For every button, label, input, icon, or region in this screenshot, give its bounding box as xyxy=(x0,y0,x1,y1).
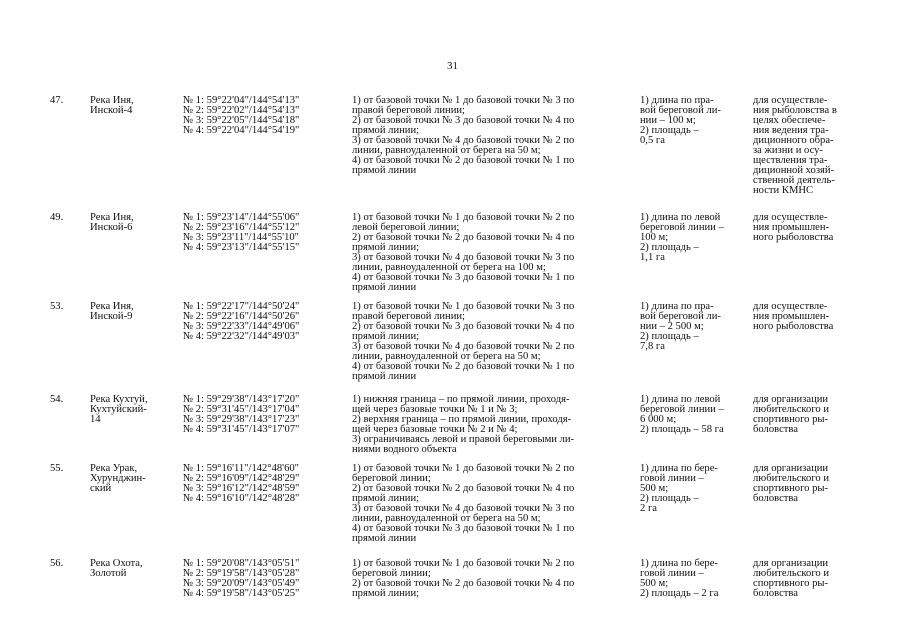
name-line: Река Урак, xyxy=(90,463,138,474)
purpose-line: диционного обра- xyxy=(753,135,834,146)
site-size xyxy=(640,96,721,146)
site-size xyxy=(640,213,724,263)
name-line: ский xyxy=(90,483,112,494)
coords-line: № 2: 59°23'16"/144°55'12" xyxy=(183,222,300,233)
name-line: Инской-9 xyxy=(90,311,133,322)
coords-line: № 4: 59°22'04"/144°54'19" xyxy=(183,125,300,136)
site-name xyxy=(90,464,175,494)
purpose-line: боловства xyxy=(753,493,798,504)
size-line: 1) длина по левой xyxy=(640,394,721,405)
name-line: Хурунджин- xyxy=(90,473,146,484)
coords-line: № 3: 59°22'05"/144°54'18" xyxy=(183,115,300,126)
bounds-line: линии, равноудаленной от берега на 100 м; xyxy=(352,262,546,273)
purpose-line: целях обеспече- xyxy=(753,115,826,126)
purpose-line: диционной хозяй- xyxy=(753,165,835,176)
size-line: 500 м; xyxy=(640,483,669,494)
coords-line: № 2: 59°19'58"/143°05'28" xyxy=(183,568,300,579)
size-line: 1) длина по пра- xyxy=(640,301,714,312)
size-line: нии – 2 500 м; xyxy=(640,321,704,332)
size-line: нии – 100 м; xyxy=(640,115,696,126)
site-name xyxy=(90,302,175,322)
bounds-line: 4) от базовой точки № 3 до базовой точки № 1 по xyxy=(352,523,575,534)
bounds-line: правой береговой линии; xyxy=(352,105,465,116)
bounds-line: прямой линии; xyxy=(352,125,420,136)
purpose-line: ного рыболовства xyxy=(753,232,834,243)
bounds-line: прямой линии xyxy=(352,371,417,382)
purpose-line: для организации xyxy=(753,463,829,474)
purpose-line: боловства xyxy=(753,424,798,435)
purpose-line: ния ведения тра- xyxy=(753,125,829,136)
bounds-line: 2) от базовой точки № 2 до базовой точки № 4 по xyxy=(352,578,575,589)
bounds-line: линии, равноудаленной от берега на 50 м; xyxy=(352,351,541,362)
coords-line: № 4: 59°19'58"/143°05'25" xyxy=(183,588,300,599)
site-purpose xyxy=(753,464,829,504)
coords-line: № 1: 59°23'14"/144°55'06" xyxy=(183,212,300,223)
bounds-line: 4) от базовой точки № 3 до базовой точки № 1 по xyxy=(352,272,575,283)
name-line: Инской-6 xyxy=(90,222,133,233)
coords-line: № 3: 59°23'11"/144°55'10" xyxy=(183,232,299,243)
size-line: 2) площадь – xyxy=(640,125,699,136)
boundary-description xyxy=(352,559,574,599)
bounds-line: ниями водного объекта xyxy=(352,444,457,455)
bounds-line: 3) от базовой точки № 4 до базовой точки № 3 по xyxy=(352,503,575,514)
base-point-coordinates xyxy=(183,395,299,435)
size-line: 0,5 га xyxy=(640,135,665,146)
bounds-line: 1) от базовой точки № 1 до базовой точки № 2 по xyxy=(352,463,575,474)
name-line: 14 xyxy=(90,414,101,425)
name-line: Река Иня, xyxy=(90,301,134,312)
name-line: Инской-4 xyxy=(90,105,133,116)
purpose-line: для осуществле- xyxy=(753,301,828,312)
row-number: 53. xyxy=(50,301,64,312)
row-number: 47. xyxy=(50,95,64,106)
size-line: береговой линии – xyxy=(640,404,724,415)
fishing-sites-table xyxy=(0,96,905,609)
site-name xyxy=(90,559,175,579)
bounds-line: левой береговой линии; xyxy=(352,222,460,233)
name-line: Река Иня, xyxy=(90,212,134,223)
bounds-line: прямой линии; xyxy=(352,242,420,253)
size-line: 2) площадь – 2 га xyxy=(640,588,719,599)
bounds-line: 1) от базовой точки № 1 до базовой точки № 3 по xyxy=(352,95,575,106)
bounds-line: прямой линии; xyxy=(352,493,420,504)
table-row xyxy=(0,96,905,213)
coords-line: № 4: 59°16'10"/142°48'28" xyxy=(183,493,300,504)
boundary-description xyxy=(352,213,574,293)
size-line: 1) длина по левой xyxy=(640,212,721,223)
purpose-line: спортивного ры- xyxy=(753,578,829,589)
size-line: 1,1 га xyxy=(640,252,665,263)
bounds-line: прямой линии xyxy=(352,282,417,293)
bounds-line: 2) от базовой точки № 3 до базовой точки № 4 по xyxy=(352,115,575,126)
bounds-line: 1) от базовой точки № 1 до базовой точки № 2 по xyxy=(352,212,575,223)
boundary-description xyxy=(352,464,574,544)
site-size xyxy=(640,464,718,514)
site-purpose xyxy=(753,302,833,332)
purpose-line: спортивного ры- xyxy=(753,483,829,494)
bounds-line: линии, равноудаленной от берега на 50 м; xyxy=(352,145,541,156)
size-line: 2 га xyxy=(640,503,657,514)
boundary-description xyxy=(352,302,574,382)
purpose-line: ществления тра- xyxy=(753,155,828,166)
size-line: вой береговой ли- xyxy=(640,311,721,322)
coords-line: № 1: 59°29'38"/143°17'20" xyxy=(183,394,300,405)
base-point-coordinates xyxy=(183,213,299,253)
purpose-line: боловства xyxy=(753,588,798,599)
size-line: 2) площадь – xyxy=(640,493,699,504)
bounds-line: 2) верхняя граница – по прямой линии, проходя- xyxy=(352,414,572,425)
size-line: 7,8 га xyxy=(640,341,665,352)
size-line: 1) длина по бере- xyxy=(640,463,718,474)
purpose-line: любительского и xyxy=(753,404,830,415)
purpose-line: спортивного ры- xyxy=(753,414,829,425)
site-purpose xyxy=(753,395,829,435)
name-line: Кухтуйский- xyxy=(90,404,147,415)
bounds-line: щей через базовые точки № 1 и № 3; xyxy=(352,404,518,415)
site-name xyxy=(90,96,175,116)
site-size xyxy=(640,559,718,599)
coords-line: № 3: 59°16'12"/142°48'59" xyxy=(183,483,300,494)
purpose-line: ния промышлен- xyxy=(753,222,830,233)
coords-line: № 2: 59°22'16"/144°50'26" xyxy=(183,311,300,322)
coords-line: № 2: 59°31'45"/143°17'04" xyxy=(183,404,300,415)
coords-line: № 4: 59°23'13"/144°55'15" xyxy=(183,242,300,253)
coords-line: № 4: 59°31'45"/143°17'07" xyxy=(183,424,300,435)
size-line: 500 м; xyxy=(640,578,669,589)
name-line: Река Кухтуй, xyxy=(90,394,148,405)
purpose-line: ния промышлен- xyxy=(753,311,830,322)
name-line: Золотой xyxy=(90,568,127,579)
bounds-line: 3) ограничиваясь левой и правой береговыми ли- xyxy=(352,434,575,445)
bounds-line: 2) от базовой точки № 3 до базовой точки № 4 по xyxy=(352,321,575,332)
site-purpose xyxy=(753,213,833,243)
coords-line: № 3: 59°20'09"/143°05'49" xyxy=(183,578,300,589)
page-number: 31 xyxy=(447,60,458,72)
coords-line: № 2: 59°22'02"/144°54'13" xyxy=(183,105,300,116)
purpose-line: для организации xyxy=(753,394,829,405)
bounds-line: прямой линии; xyxy=(352,331,420,342)
size-line: береговой линии – xyxy=(640,222,724,233)
coords-line: № 1: 59°22'17"/144°50'24" xyxy=(183,301,300,312)
site-name xyxy=(90,213,175,233)
table-row xyxy=(0,395,905,464)
site-size xyxy=(640,302,721,352)
purpose-line: для осуществле- xyxy=(753,212,828,223)
purpose-line: для осуществле- xyxy=(753,95,828,106)
table-row xyxy=(0,302,905,395)
row-number: 54. xyxy=(50,394,64,405)
row-number: 55. xyxy=(50,463,64,474)
bounds-line: прямой линии xyxy=(352,533,417,544)
size-line: 2) площадь – 58 га xyxy=(640,424,724,435)
purpose-line: ния рыболовства в xyxy=(753,105,837,116)
size-line: 2) площадь – xyxy=(640,331,699,342)
bounds-line: 4) от базовой точки № 2 до базовой точки № 1 по xyxy=(352,361,575,372)
row-number: 49. xyxy=(50,212,64,223)
size-line: вой береговой ли- xyxy=(640,105,721,116)
coords-line: № 1: 59°16'11"/142°48'60" xyxy=(183,463,299,474)
bounds-line: прямой линии xyxy=(352,165,417,176)
bounds-line: 4) от базовой точки № 2 до базовой точки № 1 по xyxy=(352,155,575,166)
bounds-line: 3) от базовой точки № 4 до базовой точки № 2 по xyxy=(352,341,575,352)
size-line: 2) площадь – xyxy=(640,242,699,253)
table-row xyxy=(0,213,905,302)
size-line: 1) длина по бере- xyxy=(640,558,718,569)
size-line: говой линии – xyxy=(640,473,704,484)
bounds-line: 1) от базовой точки № 1 до базовой точки № 3 по xyxy=(352,301,575,312)
bounds-line: прямой линии; xyxy=(352,588,420,599)
bounds-line: 1) от базовой точки № 1 до базовой точки № 2 по xyxy=(352,558,575,569)
bounds-line: 2) от базовой точки № 2 до базовой точки № 4 по xyxy=(352,483,575,494)
site-name xyxy=(90,395,175,425)
size-line: 100 м; xyxy=(640,232,669,243)
purpose-line: ности КМНС xyxy=(753,185,814,196)
coords-line: № 1: 59°20'08"/143°05'51" xyxy=(183,558,300,569)
bounds-line: береговой линии; xyxy=(352,473,431,484)
boundary-description xyxy=(352,96,574,176)
size-line: 1) длина по пра- xyxy=(640,95,714,106)
bounds-line: береговой линии; xyxy=(352,568,431,579)
bounds-line: 3) от базовой точки № 4 до базовой точки № 2 по xyxy=(352,135,575,146)
boundary-description xyxy=(352,395,574,455)
table-row xyxy=(0,559,905,609)
bounds-line: 2) от базовой точки № 2 до базовой точки № 4 по xyxy=(352,232,575,243)
size-line: говой линии – xyxy=(640,568,704,579)
purpose-line: ственной деятель- xyxy=(753,175,835,186)
base-point-coordinates xyxy=(183,302,299,342)
bounds-line: щей через базовые точки № 2 и № 4; xyxy=(352,424,518,435)
bounds-line: 1) нижняя граница – по прямой линии, проходя- xyxy=(352,394,570,405)
name-line: Река Иня, xyxy=(90,95,134,106)
site-purpose xyxy=(753,559,829,599)
purpose-line: для организации xyxy=(753,558,829,569)
row-number: 56. xyxy=(50,558,64,569)
site-size xyxy=(640,395,724,435)
purpose-line: любительского и xyxy=(753,473,830,484)
base-point-coordinates xyxy=(183,96,299,136)
purpose-line: ного рыболовства xyxy=(753,321,834,332)
coords-line: № 4: 59°22'32"/144°49'03" xyxy=(183,331,300,342)
size-line: 6 000 м; xyxy=(640,414,677,425)
coords-line: № 2: 59°16'09"/142°48'29" xyxy=(183,473,300,484)
coords-line: № 3: 59°29'38"/143°17'23" xyxy=(183,414,300,425)
coords-line: № 3: 59°22'33"/144°49'06" xyxy=(183,321,300,332)
table-row xyxy=(0,464,905,559)
coords-line: № 1: 59°22'04"/144°54'13" xyxy=(183,95,300,106)
name-line: Река Охота, xyxy=(90,558,143,569)
base-point-coordinates xyxy=(183,464,299,504)
purpose-line: любительского и xyxy=(753,568,830,579)
bounds-line: линии, равноудаленной от берега на 50 м; xyxy=(352,513,541,524)
purpose-line: за жизни и осу- xyxy=(753,145,823,156)
site-purpose xyxy=(753,96,837,196)
base-point-coordinates xyxy=(183,559,299,599)
bounds-line: 3) от базовой точки № 4 до базовой точки № 3 по xyxy=(352,252,575,263)
bounds-line: правой береговой линии; xyxy=(352,311,465,322)
